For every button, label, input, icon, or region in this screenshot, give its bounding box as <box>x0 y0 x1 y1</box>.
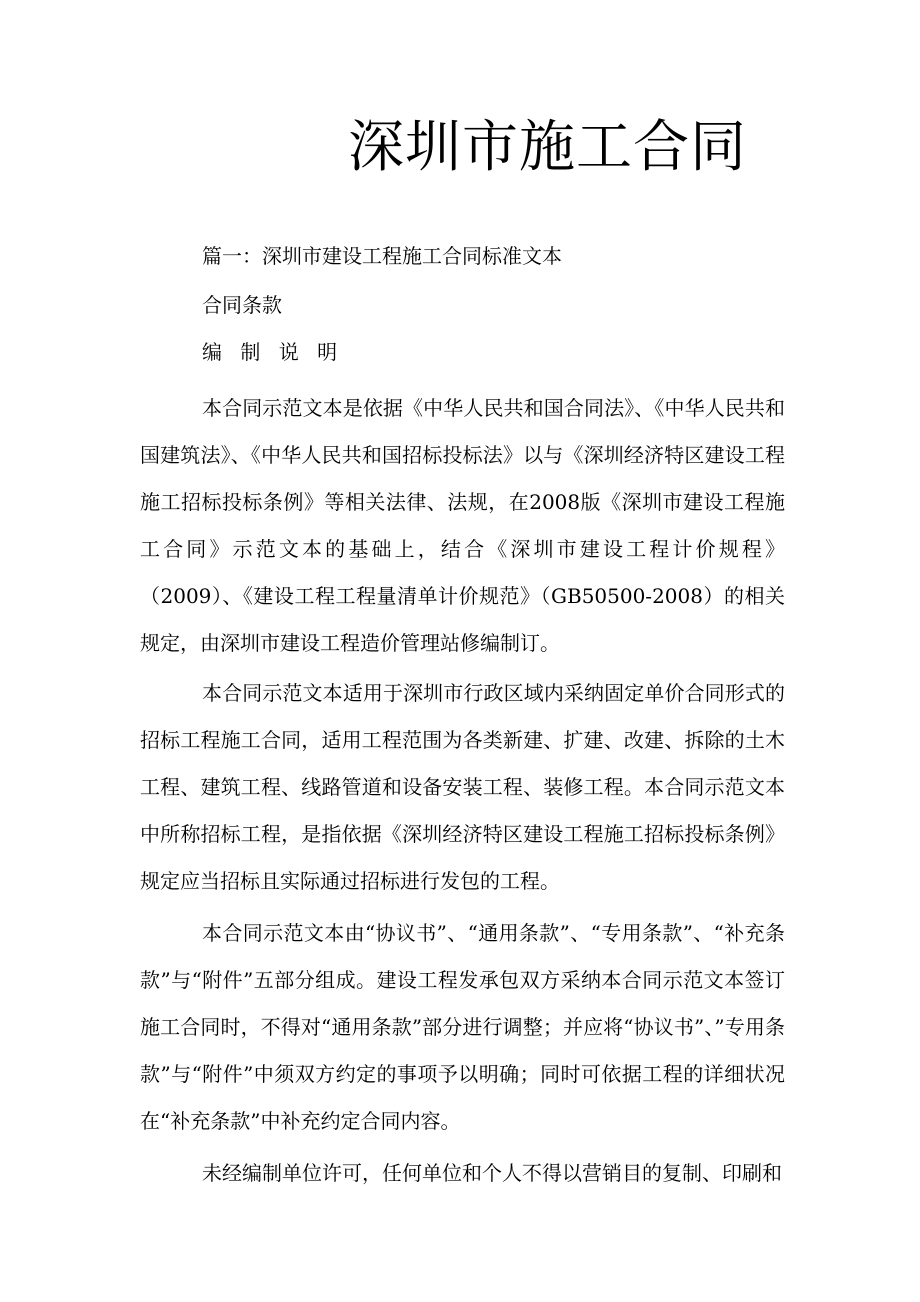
notes-heading: 编 制 说 明 <box>202 340 344 364</box>
paragraph-structure: 本合同示范文本由“协议书”、“通用条款”、“专用条款”、“补充条款”与“附件”五部分组成。建设工程发承包双方采纳本合同示范文本签订施工合同时，不得对“通用条款”部分进行调整；并应将“协议书”、”专用条款”与“附件”中须双方约定的事项予以明确；同时可依据工程的详细状况在“补充条款”中补充约定合同内容。 <box>140 921 785 1133</box>
document-title: 深圳市施工合同 <box>348 115 747 180</box>
part-heading: 篇一：深圳市建设工程施工合同标准文本 <box>202 244 562 268</box>
clauses-heading: 合同条款 <box>202 293 282 317</box>
paragraph-scope: 本合同示范文本适用于深圳市行政区域内采纳固定单价合同形式的招标工程施工合同，适用工程范围为各类新建、扩建、改建、拆除的土木工程、建筑工程、线路管道和设备安装工程、装修工程。本合同示范文本中所称招标工程，是指依据《深圳经济特区建设工程施工招标投标条例》规定应当招标且实际通过招标进行发包的工程。 <box>140 681 785 893</box>
paragraph-copyright: 未经编制单位许可，任何单位和个人不得以营销目的复制、印刷和 <box>202 1161 782 1185</box>
paragraph-basis: 本合同示范文本是依据《中华人民共和国合同法》、《中华人民共和国建筑法》、《中华人民共和国招标投标法》以与《深圳经济特区建设工程施工招标投标条例》等相关法律、法规，在2008版《深圳市建设工程施工合同》示范文本的基础上，结合《深圳市建设工程计价规程》（2009）、《建设工程工程量清单计价规范》（GB50500-2008）的相关规定，由深圳市建设工程造价管理站修编制订。 <box>140 396 785 655</box>
